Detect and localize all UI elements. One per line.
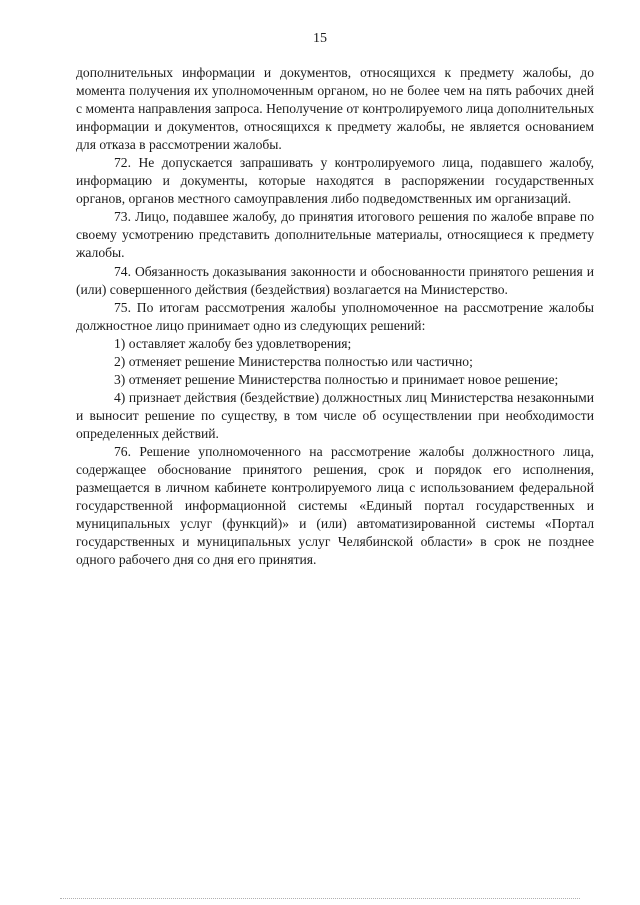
paragraph-75: 75. По итогам рассмотрения жалобы уполномоченное на рассмотрение жалобы должностное лицо принимает одно из следующих решений: <box>76 299 594 333</box>
list-item-3: 3) отменяет решение Министерства полностью и принимает новое решение; <box>114 371 559 387</box>
list-item-4: 4) признает действия (бездействие) должностных лиц Министерства незаконными и выносит решение по существу, в том числе об осуществлении при необходимости определенных действий. <box>76 389 594 441</box>
paragraph-72: 72. Не допускается запрашивать у контролируемого лица, подавшего жалобу, информацию и документы, которые находятся в распоряжении государственных органов, органов местного самоуправления либо подведомственных им организаций. <box>76 155 594 207</box>
document-body <box>76 64 594 569</box>
list-item-2: 2) отменяет решение Министерства полностью или частично; <box>114 353 473 369</box>
paragraph-74: 74. Обязанность доказывания законности и обоснованности принятого решения и (или) совершенного действия (бездействия) возлагается на Министерство. <box>76 263 594 297</box>
list-item-1: 1) оставляет жалобу без удовлетворения; <box>114 335 352 351</box>
bottom-divider <box>60 898 580 899</box>
paragraph-76: 76. Решение уполномоченного на рассмотрение жалобы должностного лица, содержащее обоснование принятого решения, срок и порядок его исполнения, размещается в личном кабинете контролируемого лица с использованием федеральной государственной информационной системы «Единый портал государственных и муниципальных услуг (функций)» и (или) автоматизированной системы «Портал государственных и муниципальных услуг Челябинской области» в срок не позднее одного рабочего дня со дня его принятия. <box>76 443 594 568</box>
paragraph-continuation: дополнительных информации и документов, относящихся к предмету жалобы, до момента получения их уполномоченным органом, но не более чем на пять рабочих дней с момента направления запроса. Неполучение от контролируемого лица дополнительных информации и документов, относящихся к предмету жалобы, не является основанием для отказа в рассмотрении жалобы. <box>76 65 594 153</box>
page-number: 15 <box>313 31 327 46</box>
paragraph-73: 73. Лицо, подавшее жалобу, до принятия итогового решения по жалобе вправе по своему усмотрению представить дополнительные материалы, относящиеся к предмету жалобы. <box>76 209 594 261</box>
